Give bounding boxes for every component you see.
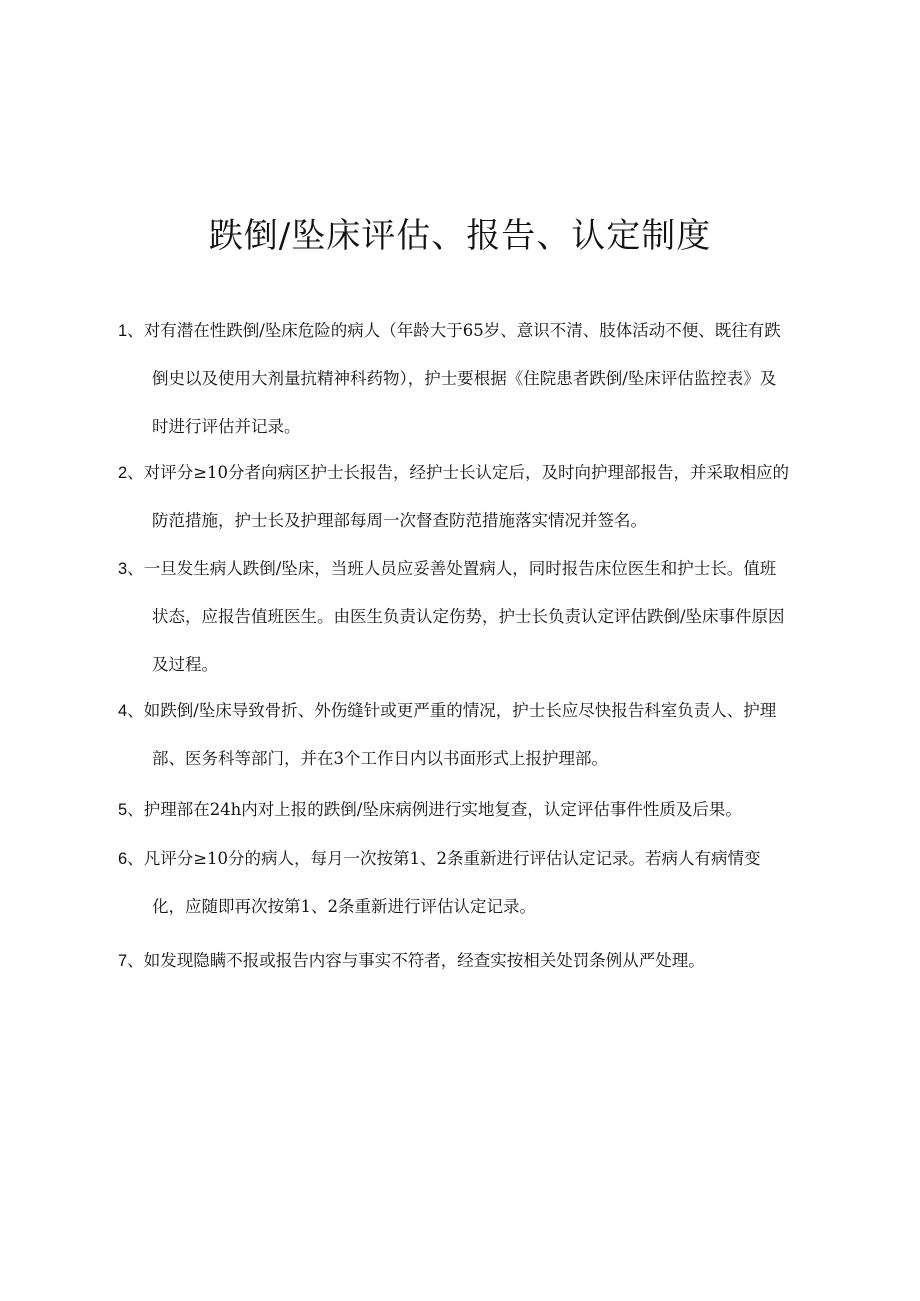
item-text-line: 化，应随即再次按第1、2条重新进行评估认定记录。 [152, 897, 536, 916]
policy-item-5 [118, 786, 818, 834]
item-text-line: 对有潜在性跌倒/坠床危险的病人（年龄大于65岁、意识不清、肢体活动不便、既往有跌 [143, 321, 781, 340]
item-number: 1、 [118, 322, 144, 340]
policy-item-3 [118, 545, 818, 689]
item-number: 2、 [118, 464, 144, 482]
item-text-line: 状态，应报告值班医生。由医生负责认定伤势，护士长负责认定评估跌倒/坠床事件原因 [152, 607, 785, 626]
item-number: 4、 [118, 702, 144, 720]
item-text-line: 对评分≥10分者向病区护士长报告，经护士长认定后，及时向护理部报告，并采取相应的 [143, 463, 790, 482]
policy-item-6 [118, 835, 818, 931]
item-text-line: 时进行评估并记录。 [152, 417, 301, 436]
policy-item-1 [118, 307, 818, 451]
item-text-line: 防范措施，护士长及护理部每周一次督查防范措施落实情况并签名。 [152, 511, 647, 530]
policy-item-2 [118, 449, 818, 545]
item-number: 7、 [118, 952, 144, 970]
policy-item-7 [118, 937, 818, 985]
item-text-line: 如跌倒/坠床导致骨折、外伤缝针或更严重的情况，护士长应尽快报告科室负责人、护理 [143, 701, 777, 720]
policy-item-4 [118, 687, 818, 783]
item-text-line: 倒史以及使用大剂量抗精神科药物），护士要根据《住院患者跌倒/坠床评估监控表》及 [152, 369, 777, 388]
item-number: 5、 [118, 801, 144, 819]
page-title: 跌倒/坠床评估、报告、认定制度 [208, 216, 712, 256]
item-text-line: 凡评分≥10分的病人，每月一次按第1、2条重新进行评估认定记录。若病人有病情变 [143, 849, 761, 868]
item-number: 3、 [118, 560, 144, 578]
item-text-line: 如发现隐瞒不报或报告内容与事实不符者，经查实按相关处罚条例从严处理。 [143, 951, 705, 970]
item-text-line: 及过程。 [152, 655, 218, 674]
item-text-line: 部、医务科等部门，并在3个工作日内以书面形式上报护理部。 [152, 749, 608, 768]
item-number: 6、 [118, 850, 144, 868]
item-text-line: 一旦发生病人跌倒/坠床，当班人员应妥善处置病人，同时报告床位医生和护士长。值班 [143, 559, 777, 578]
item-text-line: 护理部在24h内对上报的跌倒/坠床病例进行实地复查，认定评估事件性质及后果。 [143, 800, 742, 819]
